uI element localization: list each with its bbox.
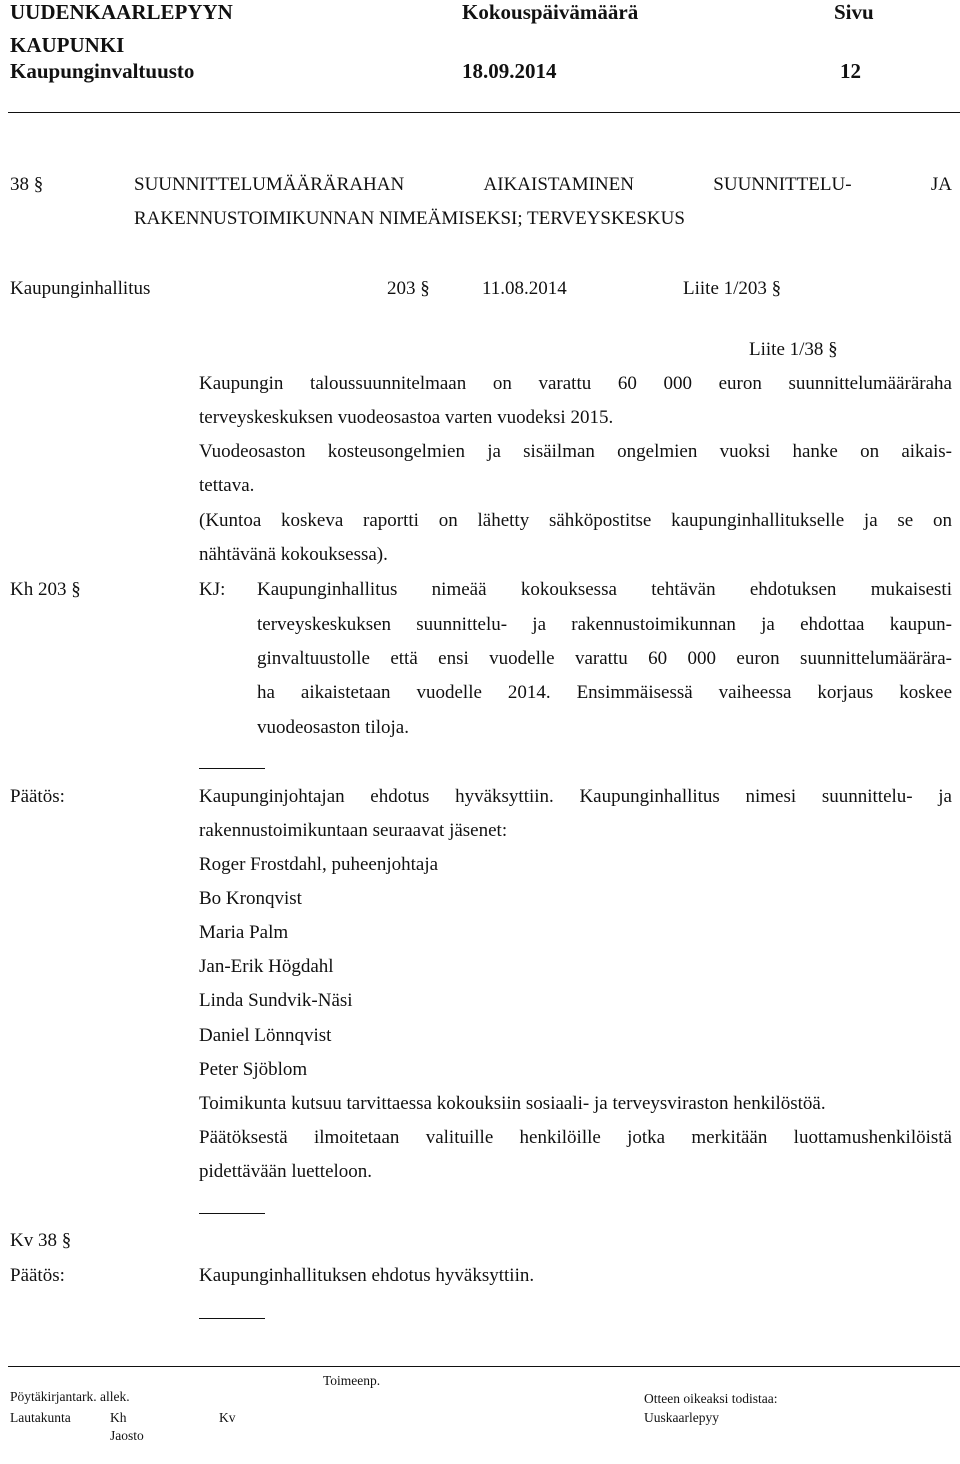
intro-line: nähtävänä kokouksessa). xyxy=(199,544,388,565)
footer-col-jaosto: Jaosto xyxy=(110,1428,144,1443)
member-item: Bo Kronqvist xyxy=(199,888,302,909)
date-label: Kokouspäivämäärä xyxy=(462,0,639,24)
intro-line: Kaupungin taloussuunnitelmaan on varattu 60 000 euron suunnittelumääräraha xyxy=(199,373,952,394)
section-title-line2: RAKENNUSTOIMIKUNNAN NIMEÄMISEKSI; TERVEYSKESKUS xyxy=(134,208,685,229)
org-name-line2: KAUPUNKI xyxy=(10,33,125,57)
member-item: Daniel Lönnqvist xyxy=(199,1025,332,1046)
kh-proposal-line: ha aikaistetaan vuodelle 2014. Ensimmäisessä vaiheessa korjaus koskee xyxy=(257,682,952,703)
footer-col-kv: Kv xyxy=(219,1410,236,1425)
intro-line: tettava. xyxy=(199,475,255,496)
member-item: Peter Sjöblom xyxy=(199,1059,308,1080)
footer-minutes-label: Pöytäkirjantark. allek. xyxy=(10,1389,130,1404)
intro-line: (Kuntoa koskeva raportti on lähetty sähköpostitse kaupunginhallitukselle ja se on xyxy=(199,510,952,531)
section-title-word: AIKAISTAMINEN xyxy=(483,174,634,195)
member-item: Roger Frostdahl, puheenjohtaja xyxy=(199,854,439,875)
section-title-word: SUUNNITTELU- xyxy=(713,174,852,195)
org-name: UUDENKAARLEPYYN xyxy=(10,0,233,24)
section-title-word: JA xyxy=(930,174,952,195)
kh-proposal-line: vuodeosaston tiloja. xyxy=(257,717,409,738)
short-divider xyxy=(199,1318,265,1319)
kv-decision-label: Päätös: xyxy=(10,1265,65,1286)
kv-decision-text: Kaupunginhallituksen ehdotus hyväksyttiin. xyxy=(199,1265,535,1286)
kh-decision-line: Kaupunginjohtajan ehdotus hyväksyttiin. Kaupunginhallitus nimesi suunnittelu- ja xyxy=(199,786,952,807)
kh-decision-label: Päätös: xyxy=(10,786,65,807)
reference-body: Kaupunginhallitus xyxy=(10,278,151,299)
kh-margin-label: Kh 203 § xyxy=(10,579,81,600)
footer-certified-place: Uuskaarlepyy xyxy=(644,1410,719,1425)
intro-line: Vuodeosaston kosteusongelmien ja sisäilman ongelmien vuoksi hanke on aikais- xyxy=(199,441,952,462)
footer-col-kh: Kh xyxy=(110,1410,127,1425)
kv-margin-label: Kv 38 § xyxy=(10,1230,72,1251)
kh-proposal-line: ginvaltuustolle että ensi vuodelle varattu 60 000 euron suunnittelumäärära- xyxy=(257,648,952,669)
reference-date: 11.08.2014 xyxy=(482,278,567,299)
footer-toimeenp: Toimeenp. xyxy=(323,1373,381,1388)
section-number: 38 § xyxy=(10,174,44,195)
kh-decision-line: rakennustoimikuntaan seuraavat jäsenet: xyxy=(199,820,508,841)
member-item: Linda Sundvik-Näsi xyxy=(199,990,353,1011)
closing-line: Toimikunta kutsuu tarvittaessa kokouksiin sosiaali- ja terveysviraston henkilöstöä. xyxy=(199,1093,826,1114)
footer-col-lautakunta: Lautakunta xyxy=(10,1410,71,1425)
page-number: 12 xyxy=(840,59,861,83)
footer-certified-label: Otteen oikeaksi todistaa: xyxy=(644,1391,778,1406)
footer-divider xyxy=(8,1366,960,1367)
header-divider xyxy=(8,112,960,113)
closing-line: pidettävään luetteloon. xyxy=(199,1161,373,1182)
reference-attachment: Liite 1/203 § xyxy=(683,278,782,299)
member-item: Maria Palm xyxy=(199,922,289,943)
intro-attachment: Liite 1/38 § xyxy=(749,339,838,360)
page-label: Sivu xyxy=(834,0,874,24)
section-title-word: SUUNNITTELUMÄÄRÄRAHAN xyxy=(134,174,405,195)
short-divider xyxy=(199,1213,265,1214)
section-title xyxy=(134,173,952,197)
kh-proposal-line: Kaupunginhallitus nimeää kokouksessa tehtävän ehdotuksen mukaisesti xyxy=(257,579,952,600)
reference-paragraph: 203 § xyxy=(387,278,430,299)
short-divider xyxy=(199,768,265,769)
intro-line: terveyskeskuksen vuodeosastoa varten vuodeksi 2015. xyxy=(199,407,614,428)
closing-line: Päätöksestä ilmoitetaan valituille henkilöille jotka merkitään luottamushenkilöistä xyxy=(199,1127,952,1148)
meeting-date: 18.09.2014 xyxy=(462,59,557,83)
body-name: Kaupunginvaltuusto xyxy=(10,59,195,83)
member-item: Jan-Erik Högdahl xyxy=(199,956,334,977)
kj-prefix: KJ: xyxy=(199,579,226,600)
kh-proposal-line: terveyskeskuksen suunnittelu- ja rakennustoimikunnan ja ehdottaa kaupun- xyxy=(257,614,952,635)
